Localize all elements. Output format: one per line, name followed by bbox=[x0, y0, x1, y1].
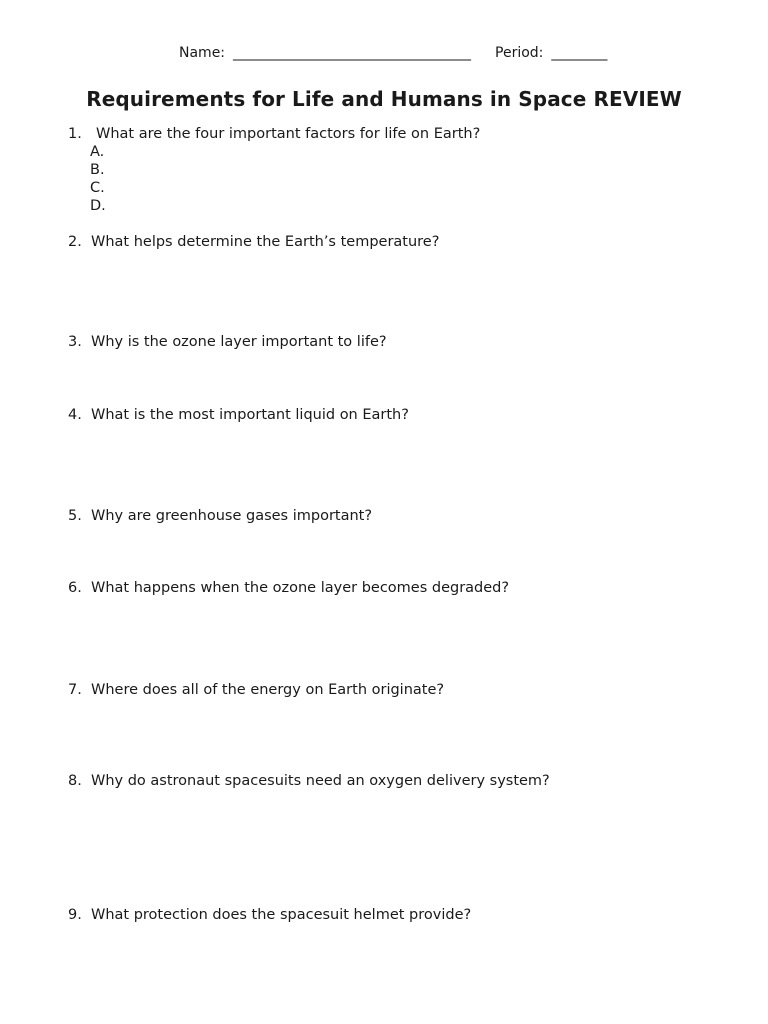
question-number: 6. bbox=[68, 580, 82, 596]
question-1 bbox=[68, 126, 480, 142]
name-blank: __________________________________ bbox=[233, 45, 472, 61]
name-label: Name: bbox=[179, 45, 226, 61]
question-7 bbox=[68, 682, 444, 698]
question-8 bbox=[68, 773, 550, 789]
question-text: Where does all of the energy on Earth originate? bbox=[91, 682, 445, 698]
period-blank: ________ bbox=[551, 45, 608, 61]
question-text: What happens when the ozone layer becomes degraded? bbox=[91, 580, 510, 596]
question-2 bbox=[68, 234, 439, 250]
question-number: 7. bbox=[68, 682, 82, 698]
question-text: Why is the ozone layer important to life? bbox=[91, 334, 387, 350]
question-text: What is the most important liquid on Earth? bbox=[91, 407, 409, 423]
question-5 bbox=[68, 508, 372, 524]
question-number: 3. bbox=[68, 334, 82, 350]
period-label: Period: bbox=[495, 45, 544, 61]
answer-option-d: D. bbox=[90, 198, 106, 214]
page-title: Requirements for Life and Humans in Space REVIEW bbox=[86, 87, 682, 111]
question-number: 1. bbox=[68, 126, 82, 142]
answer-option-c: C. bbox=[90, 180, 105, 196]
question-number: 9. bbox=[68, 907, 82, 923]
question-text: What protection does the spacesuit helmet provide? bbox=[91, 907, 472, 923]
answer-option-b: B. bbox=[90, 162, 105, 178]
student-info-line bbox=[179, 45, 607, 61]
question-text: Why do astronaut spacesuits need an oxygen delivery system? bbox=[91, 773, 550, 789]
question-number: 5. bbox=[68, 508, 82, 524]
question-number: 8. bbox=[68, 773, 82, 789]
question-9 bbox=[68, 907, 471, 923]
question-text: What helps determine the Earth’s temperature? bbox=[91, 234, 440, 250]
question-text: What are the four important factors for life on Earth? bbox=[96, 126, 481, 142]
question-text: Why are greenhouse gases important? bbox=[91, 508, 373, 524]
question-number: 4. bbox=[68, 407, 82, 423]
answer-option-a: A. bbox=[90, 144, 105, 160]
question-6 bbox=[68, 580, 509, 596]
question-4 bbox=[68, 407, 409, 423]
question-3 bbox=[68, 334, 387, 350]
question-number: 2. bbox=[68, 234, 82, 250]
